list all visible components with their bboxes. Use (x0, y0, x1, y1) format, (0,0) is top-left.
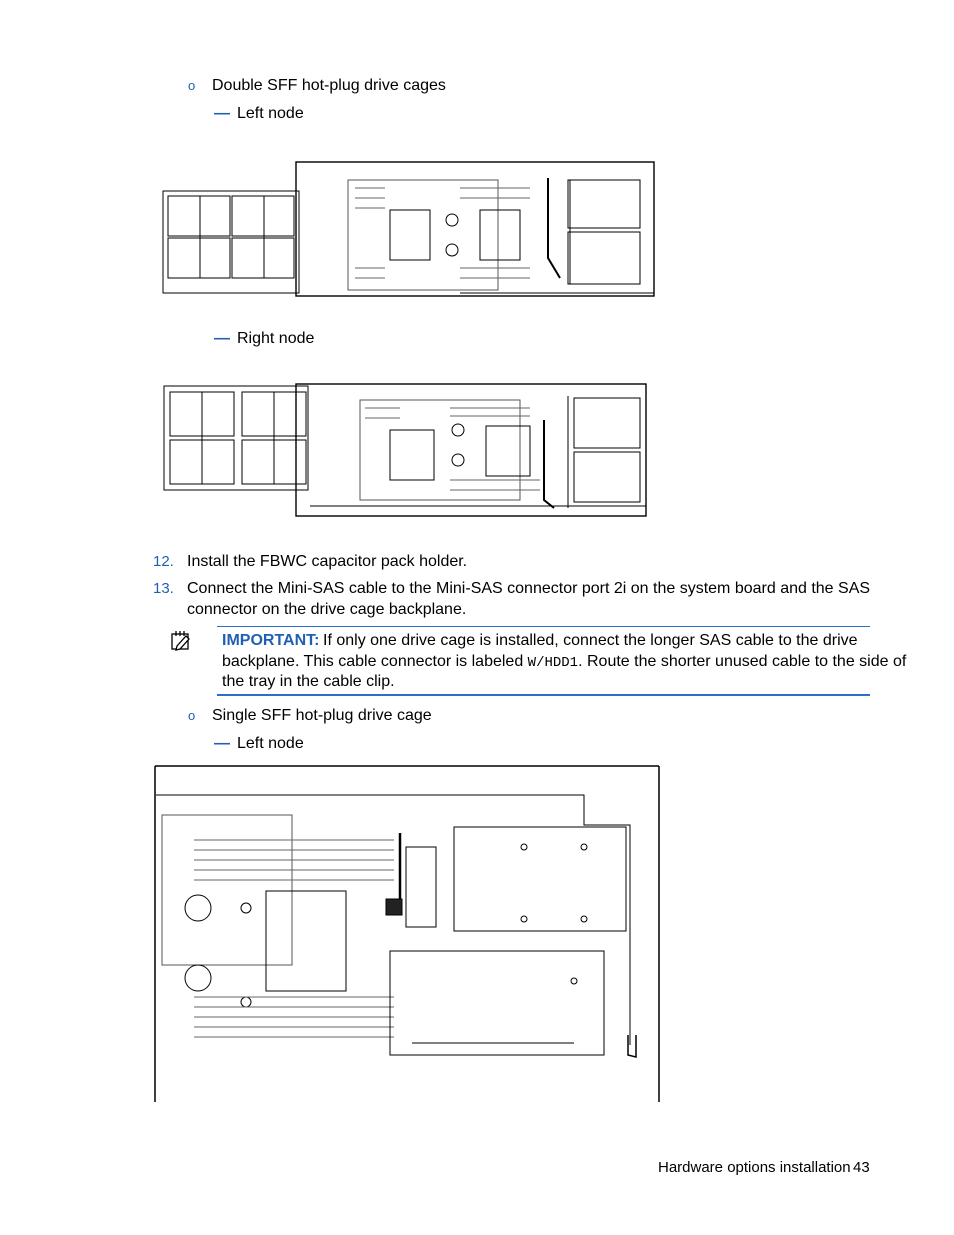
sub-item-right-node: Right node (237, 330, 315, 347)
step-12-text: Install the FBWC capacitor pack holder. (187, 553, 468, 570)
important-label: IMPORTANT: (222, 632, 320, 649)
figure-right-node-double-cage (160, 380, 660, 520)
footer-section-title: Hardware options installation (658, 1159, 851, 1176)
sub-bullet-dash: — (214, 105, 230, 122)
important-line2: backplane. This cable connector is labeled W/HDD1. Route the shorter unused cable to the side of (222, 653, 907, 671)
list-bullet: o (188, 708, 196, 723)
list-item-double-cage: Double SFF hot-plug drive cages (212, 77, 446, 94)
list-item-single-cage: Single SFF hot-plug drive cage (212, 707, 432, 724)
list-bullet: o (188, 78, 196, 93)
cable-label-code: W/HDD1 (527, 655, 579, 671)
important-line3: the tray in the cable clip. (222, 673, 395, 690)
step-13-text-line1: Connect the Mini-SAS cable to the Mini-SAS connector port 2i on the system board and the SAS (187, 580, 871, 597)
sub-bullet-dash: — (214, 735, 230, 752)
sub-item-left-node: Left node (237, 735, 304, 752)
step-number-12: 12. (153, 553, 174, 570)
footer-page-number: 43 (853, 1159, 870, 1176)
note-top-rule (217, 626, 870, 627)
figure-left-node-double-cage (160, 158, 660, 300)
figure-single-cage-left-node (154, 765, 660, 1103)
note-bottom-rule (217, 694, 870, 696)
step-13-text-line2: connector on the drive cage backplane. (187, 601, 467, 618)
important-line1: If only one drive cage is installed, connect the longer SAS cable to the drive (323, 632, 858, 649)
sub-bullet-dash: — (214, 330, 230, 347)
step-number-13: 13. (153, 580, 174, 597)
sub-item-left-node: Left node (237, 105, 304, 122)
important-icon (170, 630, 192, 652)
